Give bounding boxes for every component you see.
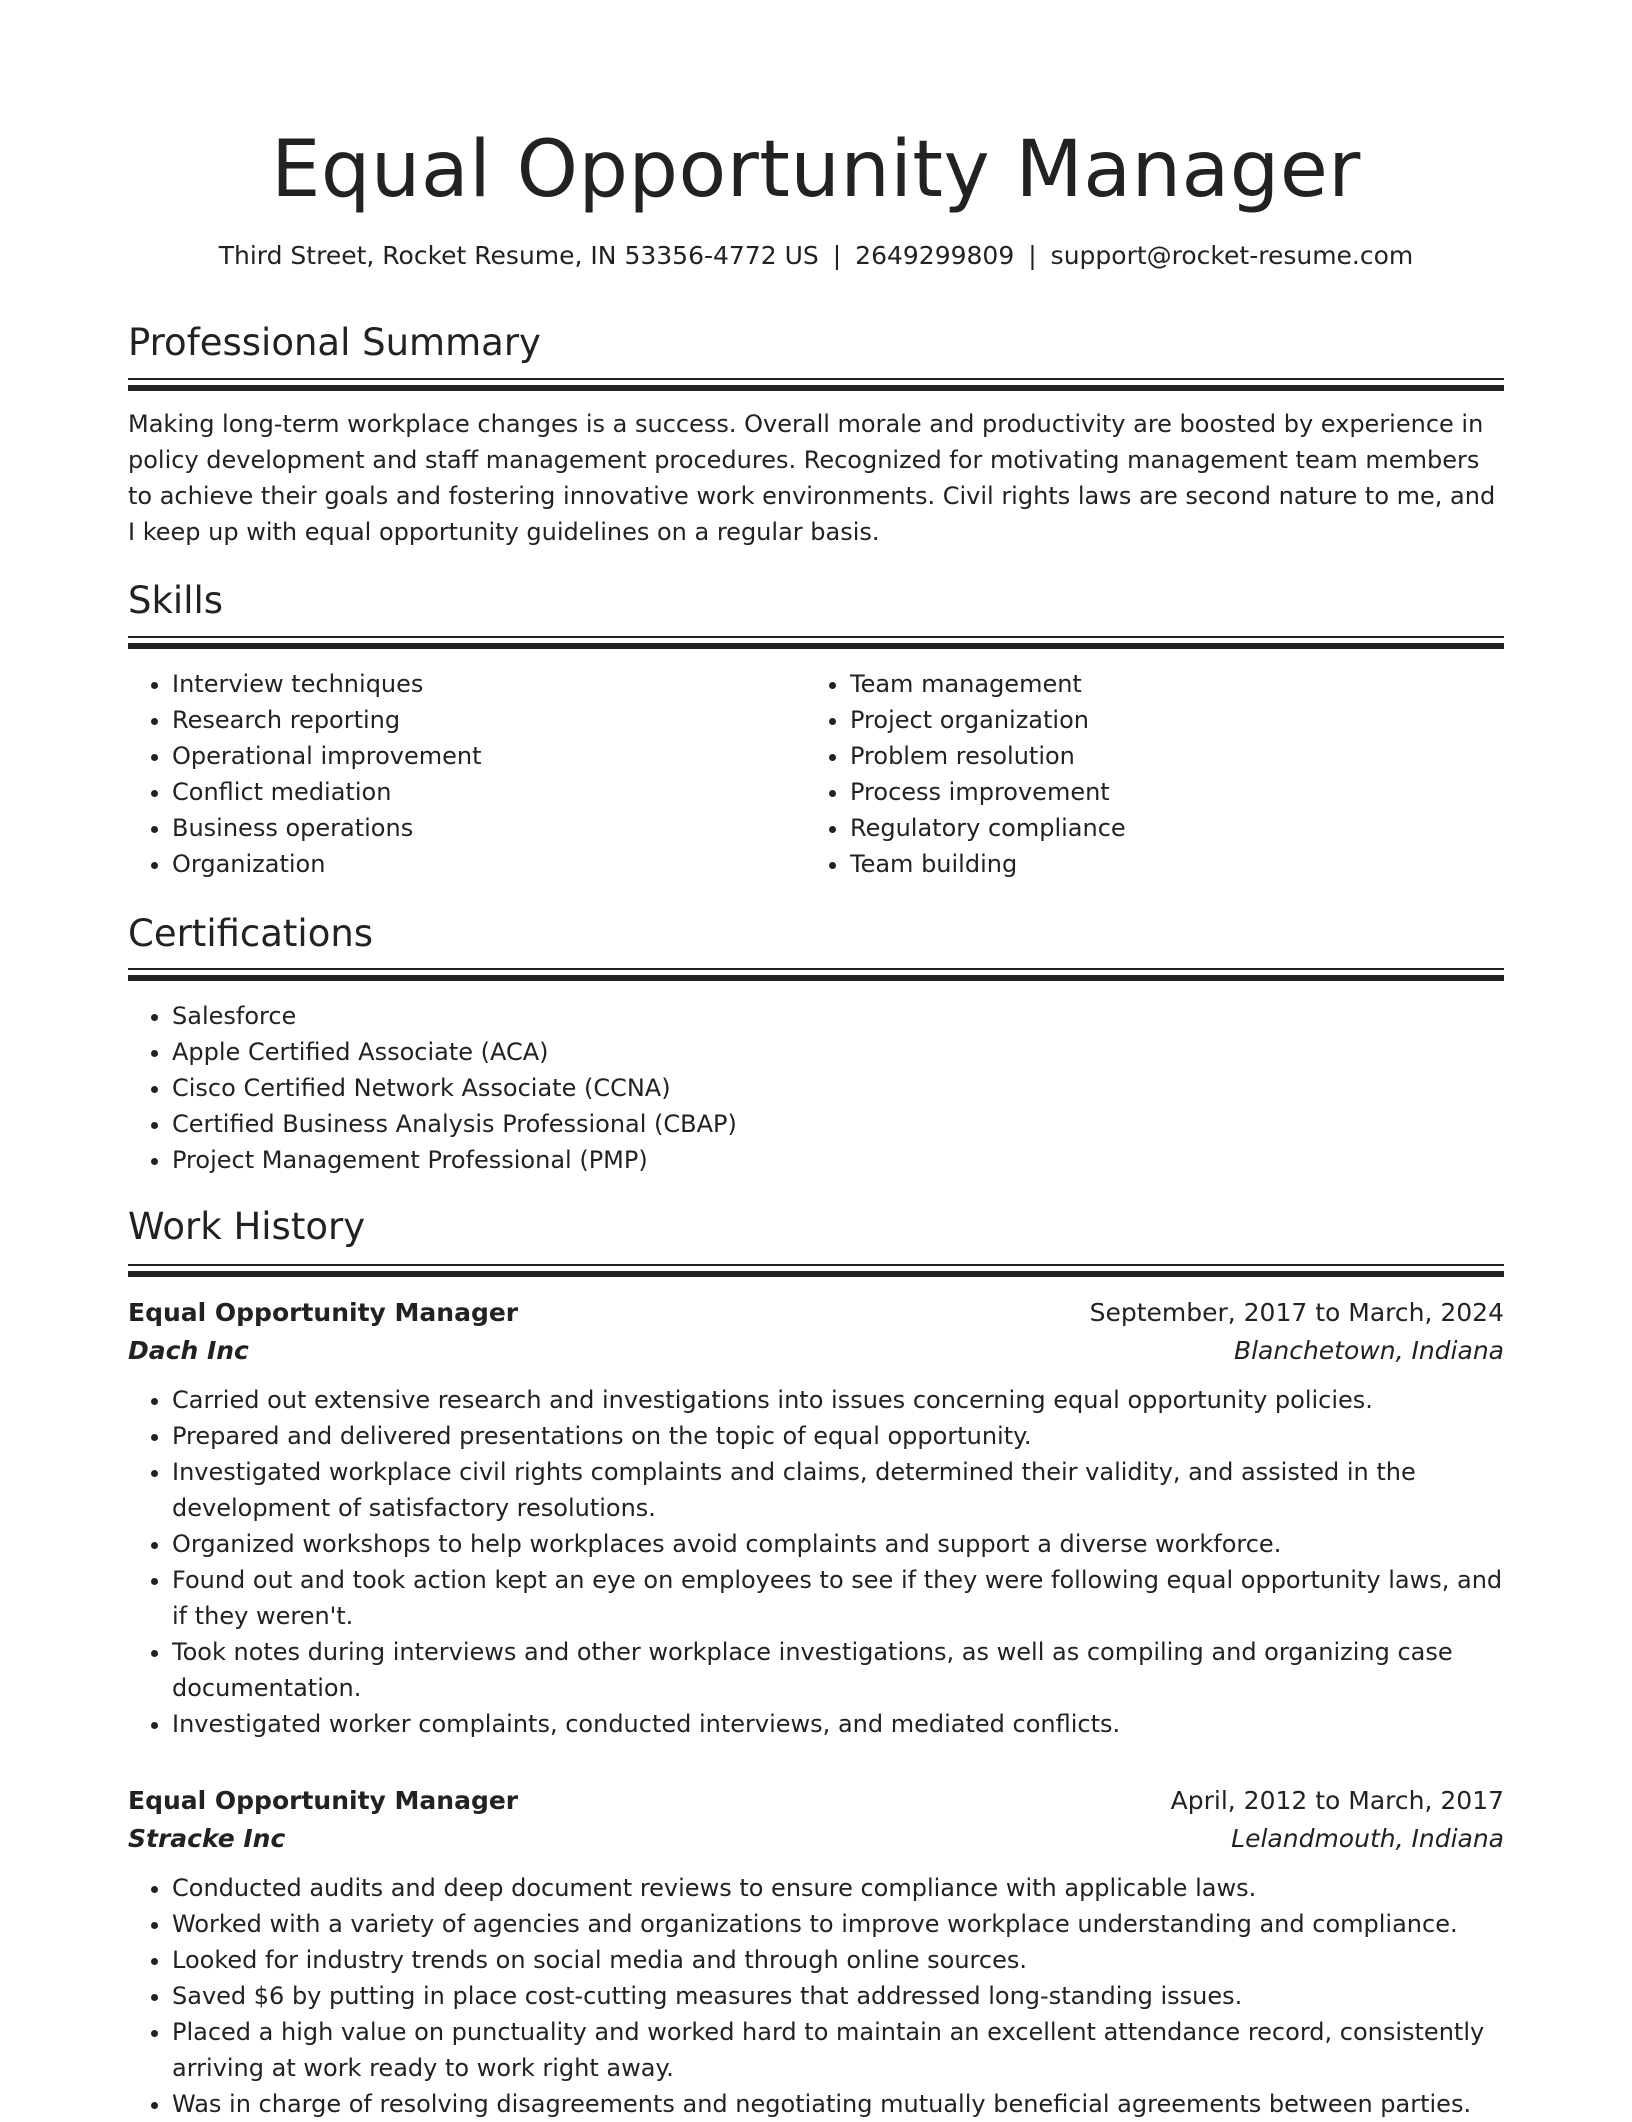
job-dates: April, 2012 to March, 2017 [1170,1786,1504,1815]
skill-item: • Conflict mediation [172,774,788,810]
job-bullet: • Found out and took action kept an eye on employees to see if they were following equal opportunity laws, and if they weren't. [172,1562,1504,1634]
job-entry [128,1294,1504,1742]
job-company: Stracke Inc [128,1824,286,1853]
section-divider [128,1264,1504,1278]
skill-item: • Process improvement [850,774,1466,810]
skill-item: • Team building [850,846,1466,882]
job-bullet: • Took notes during interviews and other workplace investigations, as well as compiling and organizing case documentation. [172,1634,1504,1706]
skill-item: • Team management [850,666,1466,702]
section-divider [128,636,1504,650]
job-bullet: • Conducted audits and deep document reviews to ensure compliance with applicable laws. [172,1870,1504,1906]
skill-item: • Operational improvement [172,738,788,774]
certification-item: • Salesforce [172,998,1504,1034]
job-company: Dach Inc [128,1336,249,1365]
job-location: Blanchetown, Indiana [1233,1336,1504,1365]
skill-item: • Business operations [172,810,788,846]
job-title: Equal Opportunity Manager [128,1298,519,1327]
job-bullet: • Was in charge of resolving disagreements and negotiating mutually beneficial agreements between parties. [172,2086,1504,2122]
section-title-work-history: Work History [128,1205,366,1248]
certification-item: • Project Management Professional (PMP) [172,1142,1504,1178]
contact-separator: | [1028,241,1037,270]
certification-item: • Certified Business Analysis Professional (CBAP) [172,1106,1504,1142]
job-bullet: • Looked for industry trends on social media and through online sources. [172,1942,1504,1978]
resume-name: Equal Opportunity Manager [271,125,1361,215]
contact-phone: 2649299809 [855,241,1015,270]
job-bullet: • Prepared and delivered presentations on the topic of equal opportunity. [172,1418,1504,1454]
skill-item: • Project organization [850,702,1466,738]
summary-text: Making long-term workplace changes is a success. Overall morale and productivity are boosted by experience in policy development and staff management procedures. Recognized for motivating management team members to achieve their goals and fostering innovative work environments. Civil rights laws are second nature to me, and I keep up with equal opportunity guidelines on a regular basis. [128,410,1496,546]
job-bullet: • Placed a high value on punctuality and worked hard to maintain an excellent attendance record, consistently arriving at work ready to work right away. [172,2014,1504,2086]
skills-column-right [806,666,1466,882]
skills-column-left [128,666,788,882]
job-entry [128,1782,1504,2122]
skill-item: • Interview techniques [172,666,788,702]
skill-item: • Problem resolution [850,738,1466,774]
contact-address: Third Street, Rocket Resume, IN 53356-4772 US [218,241,819,270]
job-bullet: • Saved $6 by putting in place cost-cutting measures that addressed long-standing issues. [172,1978,1504,2014]
certification-list [128,998,1504,1178]
certification-item: • Apple Certified Associate (ACA) [172,1034,1504,1070]
job-bullet: • Investigated workplace civil rights complaints and claims, determined their validity, and assisted in the development of satisfactory resolutions. [172,1454,1504,1526]
job-bullet: • Investigated worker complaints, conducted interviews, and mediated conflicts. [172,1706,1504,1742]
job-bullet: • Worked with a variety of agencies and organizations to improve workplace understanding and compliance. [172,1906,1504,1942]
section-title-certifications: Certifications [128,912,374,955]
contact-separator: | [832,241,842,270]
section-title-skills: Skills [128,579,224,622]
contact-email[interactable]: support@rocket-resume.com [1050,241,1414,270]
skill-item: • Regulatory compliance [850,810,1466,846]
job-bullet: • Organized workshops to help workplaces avoid complaints and support a diverse workforce. [172,1526,1504,1562]
skill-item: • Organization [172,846,788,882]
section-title-summary: Professional Summary [128,321,541,364]
certification-item: • Cisco Certified Network Associate (CCNA) [172,1070,1504,1106]
job-bullet: • Carried out extensive research and investigations into issues concerning equal opportunity policies. [172,1382,1504,1418]
contact-line [128,236,1504,276]
job-title: Equal Opportunity Manager [128,1786,519,1815]
section-divider [128,968,1504,982]
job-location: Lelandmouth, Indiana [1231,1824,1504,1853]
section-divider [128,378,1504,392]
skill-item: • Research reporting [172,702,788,738]
job-dates: September, 2017 to March, 2024 [1089,1298,1504,1327]
